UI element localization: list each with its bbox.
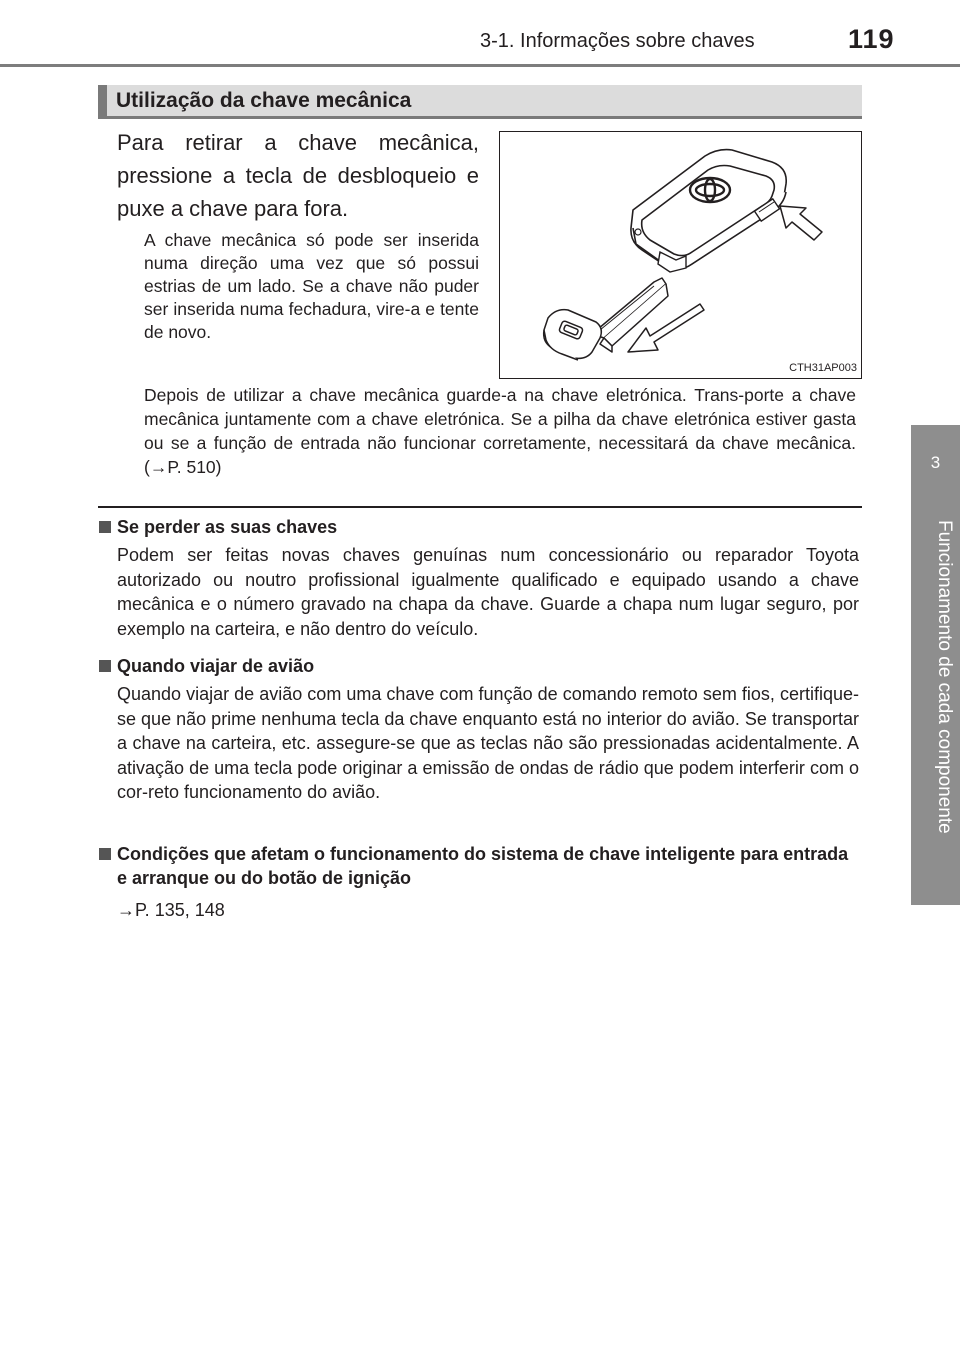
- running-header-title: 3-1. Informações sobre chaves: [480, 30, 755, 52]
- smart-key-illustration-icon: [500, 132, 861, 378]
- key-illustration: [499, 131, 862, 379]
- topic-title-text: Quando viajar de avião: [117, 656, 315, 676]
- section-title: Utilização da chave mecânica: [116, 89, 412, 112]
- topic-body: Podem ser feitas novas chaves genuínas num concessionário ou reparador Toyota autorizado ou noutro profissional igualmente qualificado e equipado usando a chave mecânica e o número gravado na chapa da chave. Guarde a chapa num lugar seguro, por exemplo na carteira, e não dentro do veículo.: [117, 545, 859, 639]
- topic-body: Quando viajar de avião com uma chave com função de comando remoto sem fios, certifique-se que não prime nenhuma tecla da chave enquanto está no interior do avião. Se transportar a chave na carteira, etc. assegure-se que as teclas não são pressionadas acidentalmente. A ativação de uma tecla pode originar a emissão de ondas de rádio que podem interferir com o cor-reto funcionamento do avião.: [117, 684, 859, 802]
- section-divider: [98, 506, 862, 508]
- topic-lost-keys: [99, 515, 859, 641]
- chapter-number: 3: [930, 453, 941, 472]
- topic-air-travel: [99, 654, 859, 805]
- topic-title: [99, 654, 859, 678]
- square-bullet-icon: [99, 521, 111, 533]
- storage-paragraph: Depois de utilizar a chave mecânica guarde-a na chave eletrónica. Trans-porte a chave mecânica juntamente com a chave eletrónica. Se a pilha da chave eletrónica estiver gasta ou se a função de entrada não funcionar corretamente, necessitará da chave mecânica.(→P. 510): [144, 385, 856, 477]
- section-heading-rule: [98, 116, 862, 119]
- figure-code: CTH31AP003: [789, 362, 857, 374]
- intro-paragraph: Para retirar a chave mecânica, pressione a tecla de desbloqueio e puxe a chave para fora.: [117, 130, 479, 221]
- topic-smart-key-conditions: [99, 842, 859, 923]
- page-reference: →P. 135, 148: [117, 900, 225, 920]
- section-heading-bar: [98, 85, 862, 119]
- square-bullet-icon: [99, 848, 111, 860]
- page-number: 119: [848, 24, 895, 54]
- topic-title-text: Se perder as suas chaves: [117, 517, 338, 537]
- header-rule: [0, 64, 960, 67]
- note-paragraph: A chave mecânica só pode ser inserida numa direção uma vez que só possui estrias de um lado. Se a chave não puder ser inserida numa fechadura, vire-a e tente de novo.: [144, 230, 479, 342]
- topic-title: [99, 842, 859, 890]
- topic-title-text: Condições que afetam o funcionamento do sistema de chave inteligente para entrada e arranque ou do botão de ignição: [117, 844, 849, 888]
- chapter-side-tab: [911, 425, 960, 905]
- topic-title: [99, 515, 859, 539]
- square-bullet-icon: [99, 660, 111, 672]
- chapter-title: Funcionamento de cada componente: [934, 520, 955, 834]
- section-heading-marker: [98, 85, 107, 119]
